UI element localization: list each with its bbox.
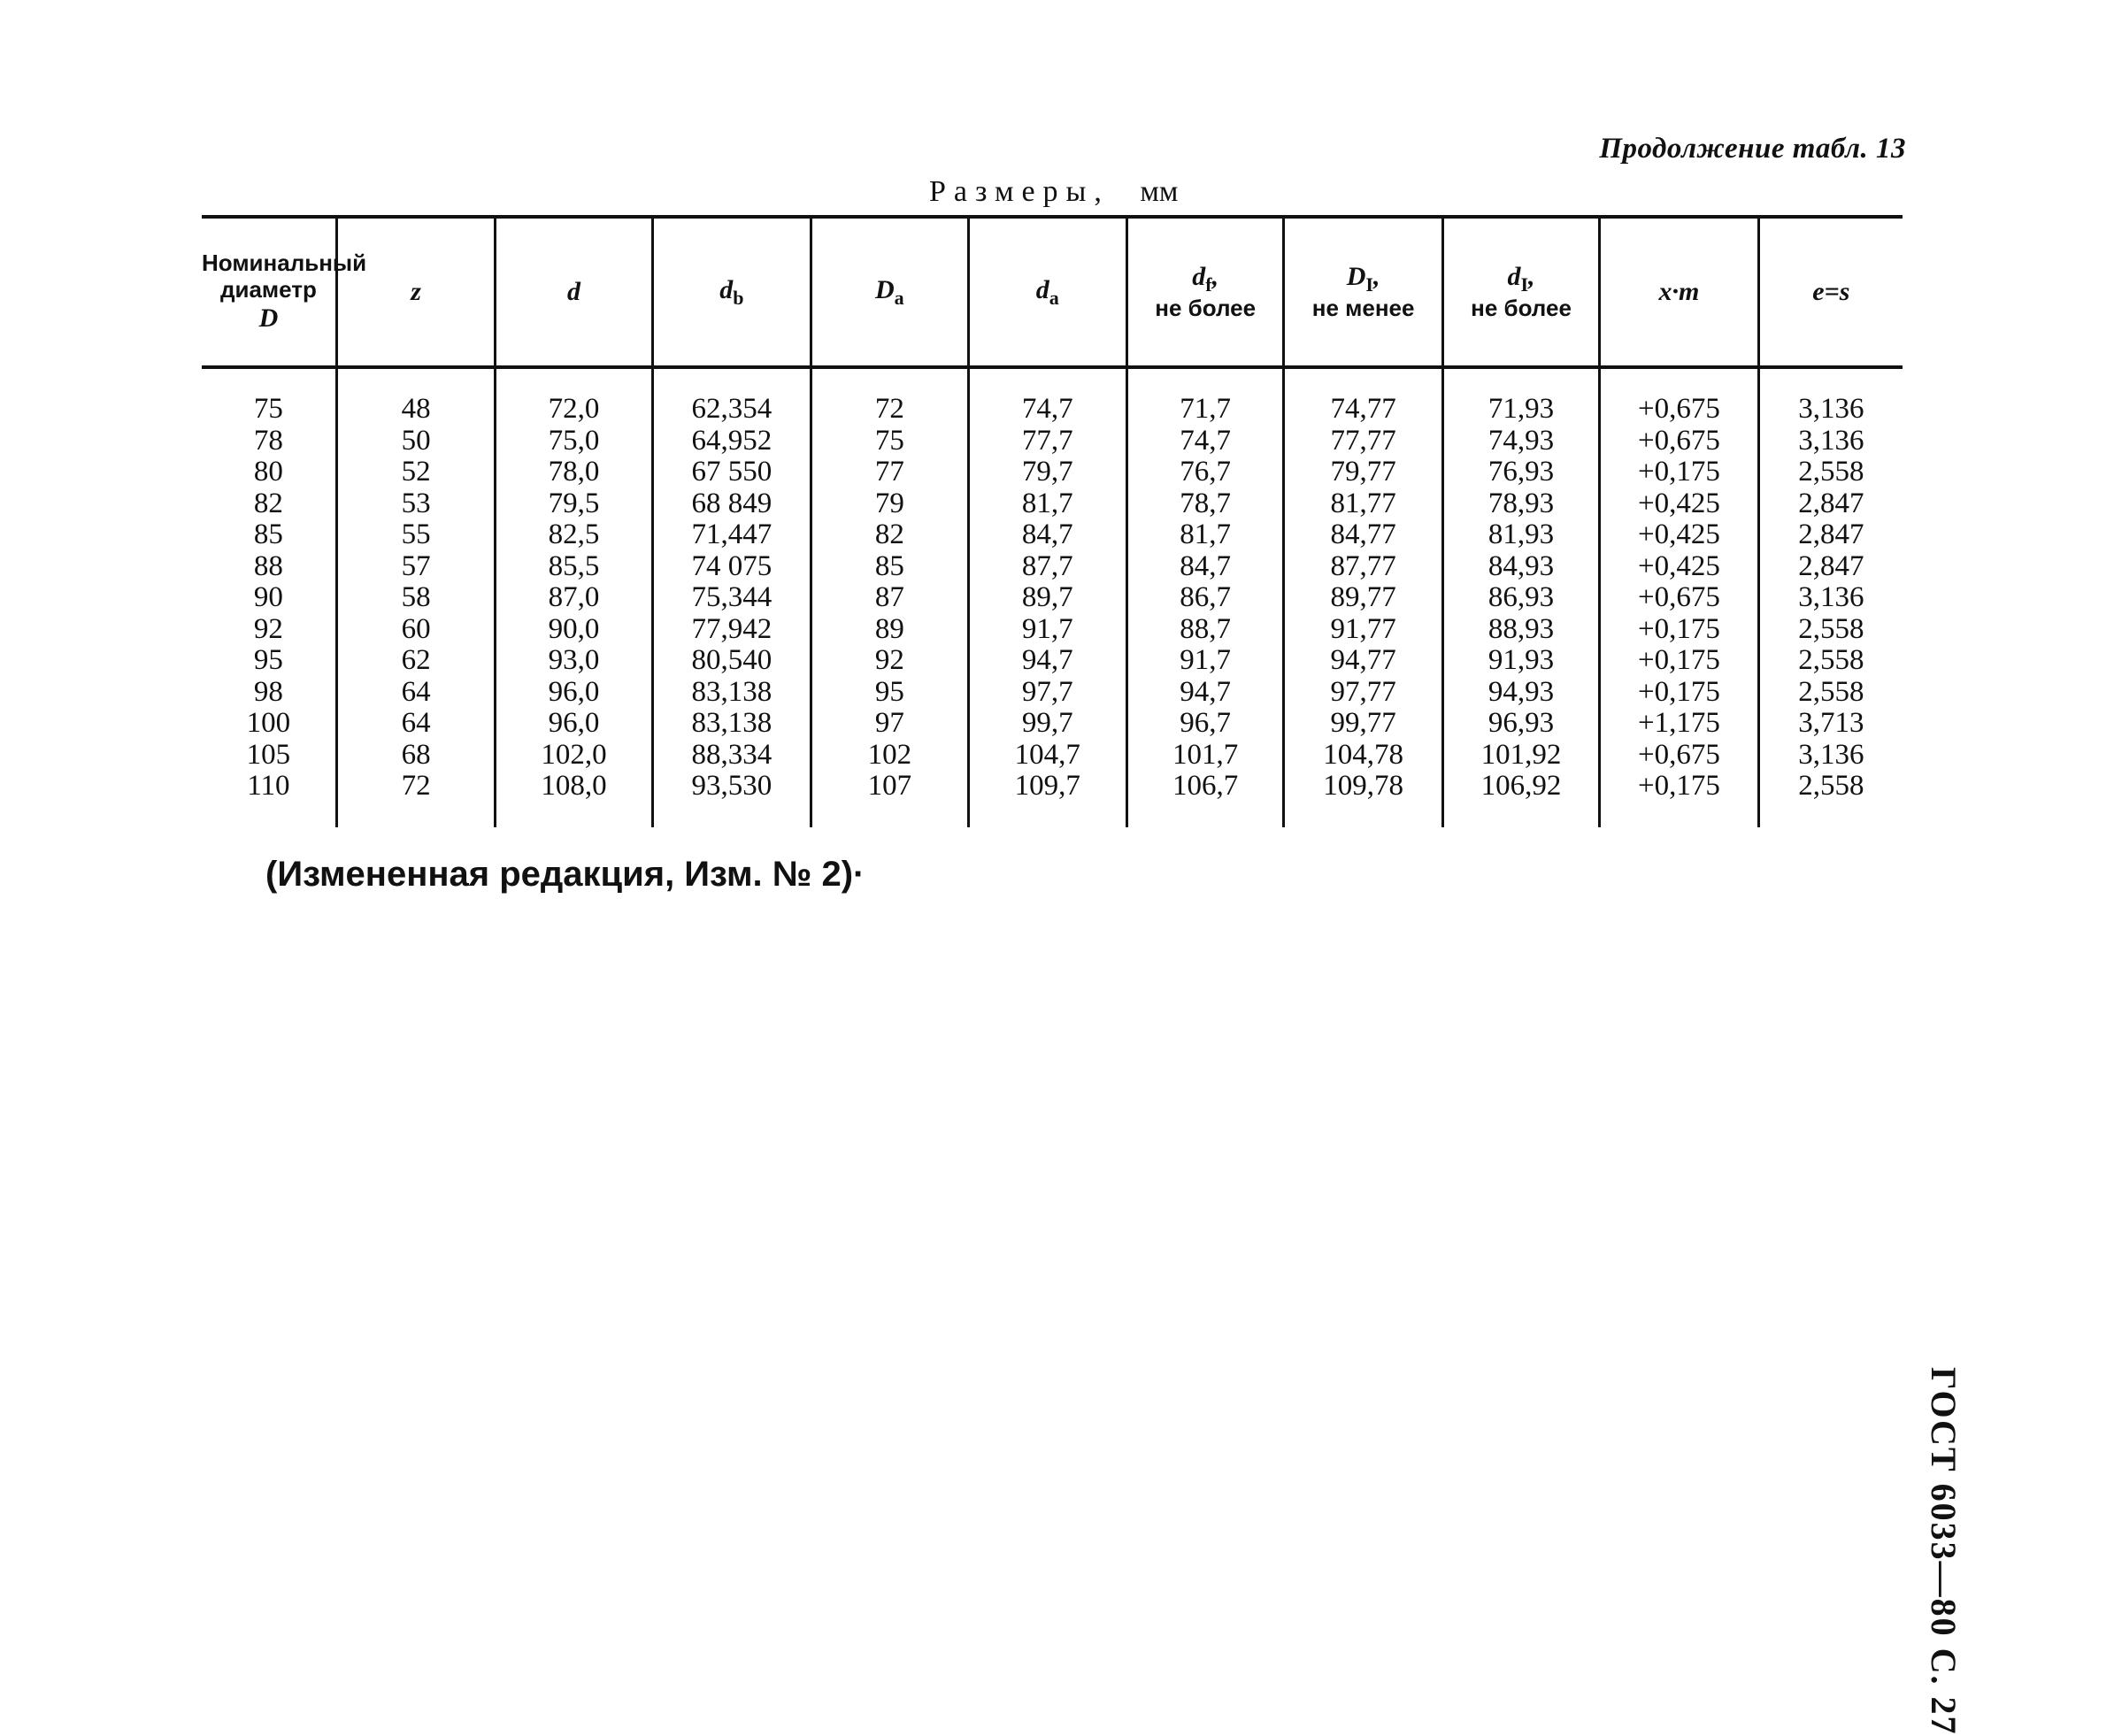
table-cell: 76,7 [1180,456,1232,488]
table-cell: +0,175 [1638,644,1720,676]
table-cell: 52 [401,456,431,488]
table-cell: 88,334 [691,738,773,771]
table-cell: 101,7 [1172,738,1239,771]
table-cell: 94,7 [1021,644,1073,676]
table-cell: 79 [874,487,904,519]
header-line: Номинальный [202,249,367,276]
table-cell: 94,7 [1180,675,1232,708]
table-cell: 81,7 [1180,518,1232,550]
table-cell: 102 [867,738,912,771]
column-d [496,367,652,827]
table-cell: 97,77 [1330,675,1396,708]
table-cell: 72 [401,770,431,802]
table-cell: 96,93 [1487,707,1555,739]
table-cell: 108,0 [541,770,607,802]
table-body-row [202,367,1903,827]
table-cell: 109,7 [1014,770,1080,802]
table-cell: 74,7 [1021,393,1073,425]
table-cell: 2,847 [1798,549,1864,582]
table-cell: 83,138 [691,707,773,739]
table-cell: 105 [246,738,291,771]
table-cell: 94,77 [1330,644,1396,676]
header-z [336,217,495,367]
table-cell: 77 [874,456,904,488]
table-cell: 3,136 [1798,738,1864,771]
table-cell: 77,77 [1330,424,1396,457]
header-Da [811,217,968,367]
table-cell: 78,0 [548,456,600,488]
table-cell: 71,7 [1180,393,1232,425]
table-cell: 74,7 [1180,424,1232,457]
table-cell: 85 [253,518,283,550]
table-cell: 75 [874,424,904,457]
table-cell: 2,558 [1798,770,1864,802]
column-db [652,367,811,827]
table-cell: 64,952 [691,424,773,457]
table-cell: 86,7 [1180,581,1232,613]
table-continuation-caption: Продолжение табл. 13 [1599,133,1906,165]
table-cell: 109,78 [1323,770,1403,802]
table-cell: 82 [874,518,904,550]
table-cell: 106,92 [1480,770,1562,802]
table-cell: 62,354 [691,393,773,425]
column-Da [811,367,968,827]
table-cell: 50 [401,424,431,457]
header-line: не менее [1311,295,1415,322]
table-cell: 68 849 [691,487,773,519]
table-cell: 89,7 [1021,581,1073,613]
table-cell: 93,530 [691,770,773,802]
table-cell: +0,175 [1638,770,1720,802]
table-cell: 3,136 [1798,424,1864,457]
table-cell: 81,77 [1330,487,1396,519]
table-cell: 60 [401,612,431,645]
table-cell: 98 [253,675,283,708]
column-z [336,367,495,827]
table-cell: 79,5 [548,487,600,519]
table-cell: 89 [874,612,904,645]
dimensions-table-wrapper [202,215,1903,827]
table-cell: 87,0 [548,581,600,613]
header-DI [1284,217,1442,367]
header-symbol: $D_a$ [874,274,904,309]
column-es [1758,367,1903,827]
header-line: не более [1155,295,1257,322]
header-df [1126,217,1283,367]
header-symbol: $d_I$, [1507,261,1535,296]
table-cell: 90 [253,581,283,613]
table-cell: 92 [874,644,904,676]
table-cell: 71,447 [691,518,773,550]
table-cell: 2,558 [1798,675,1864,708]
table-cell: 58 [401,581,431,613]
units-label: Размеры, [929,175,1110,208]
table-cell: 84,7 [1021,518,1073,550]
units-unit: мм [1140,175,1179,208]
table-cell: 55 [401,518,431,550]
table-cell: 3,713 [1798,707,1864,739]
table-cell: 64 [401,707,431,739]
table-cell: 106,7 [1172,770,1239,802]
header-line: не более [1471,295,1572,322]
table-cell: 3,136 [1798,393,1864,425]
table-cell: 2,847 [1798,518,1864,550]
amendment-note: (Измененная редакция, Изм. № 2)· [265,855,865,894]
header-nominal-diameter [202,217,367,367]
table-cell: 104,78 [1323,738,1403,771]
column-DI [1284,367,1442,827]
table-cell: 62 [401,644,431,676]
table-cell: 82 [253,487,283,519]
table-cell: 74,77 [1330,393,1396,425]
table-cell: 64 [401,675,431,708]
table-cell: 96,7 [1180,707,1232,739]
table-cell: 88,93 [1487,612,1555,645]
table-cell: +0,675 [1638,738,1720,771]
table-cell: 71,93 [1487,393,1555,425]
header-symbol: $D_I$, [1346,261,1380,296]
table-cell: 67 550 [691,456,773,488]
table-cell: +0,675 [1638,424,1720,457]
table-cell: 57 [401,549,431,582]
header-symbol: d [566,276,580,306]
header-da [968,217,1126,367]
table-cell: 107 [867,770,912,802]
table-cell: 3,136 [1798,581,1864,613]
units-caption [929,175,1178,209]
table-cell: 87 [874,581,904,613]
table-cell: 110 [247,770,290,802]
header-symbol: $d_f$, [1192,261,1219,296]
table-cell: +0,425 [1638,549,1720,582]
table-cell: 2,847 [1798,487,1864,519]
table-cell: 84,93 [1487,549,1555,582]
table-cell: 80 [253,456,283,488]
table-cell: 97,7 [1021,675,1073,708]
header-d [496,217,652,367]
table-cell: 104,7 [1014,738,1080,771]
table-cell: 95 [874,675,904,708]
table-cell: 78 [253,424,283,457]
table-cell: 85 [874,549,904,582]
header-dI [1442,217,1599,367]
table-cell: +0,175 [1638,612,1720,645]
table-cell: 88 [253,549,283,582]
table-cell: 75 [253,393,283,425]
table-cell: 2,558 [1798,644,1864,676]
table-cell: 82,5 [548,518,600,550]
table-cell: 2,558 [1798,612,1864,645]
table-cell: 93,0 [548,644,600,676]
table-cell: +0,675 [1638,581,1720,613]
table-cell: 76,93 [1487,456,1555,488]
header-symbol: x·m [1658,276,1700,306]
table-cell: 96,0 [548,675,600,708]
column-dI [1442,367,1599,827]
table-cell: 79,77 [1330,456,1396,488]
table-cell: +0,675 [1638,393,1720,425]
table-cell: 99,7 [1021,707,1073,739]
table-cell: 85,5 [548,549,600,582]
table-cell: 88,7 [1180,612,1232,645]
table-cell: 86,93 [1487,581,1555,613]
column-xm [1600,367,1758,827]
table-cell: 83,138 [691,675,773,708]
table-cell: 99,77 [1330,707,1396,739]
header-xm [1600,217,1758,367]
table-cell: +0,425 [1638,518,1720,550]
table-cell: 48 [401,393,431,425]
header-symbol: D [258,303,279,333]
table-cell: 97 [874,707,904,739]
header-es [1758,217,1903,367]
table-cell: +0,175 [1638,675,1720,708]
table-cell: 84,7 [1180,549,1232,582]
table-cell: +1,175 [1638,707,1720,739]
table-cell: 81,7 [1021,487,1073,519]
table-cell: 90,0 [548,612,600,645]
table-cell: 79,7 [1021,456,1073,488]
header-symbol: $d_b$ [719,274,744,309]
dimensions-table [202,215,1903,827]
table-cell: 91,7 [1180,644,1232,676]
table-cell: 74 075 [691,549,773,582]
header-symbol: $d_a$ [1035,274,1059,309]
header-db [652,217,811,367]
table-cell: 91,77 [1330,612,1396,645]
column-da [968,367,1126,827]
table-cell: 92 [253,612,283,645]
table-cell: 102,0 [541,738,607,771]
table-cell: 87,77 [1330,549,1396,582]
standard-page-label: ГОСТ 6033—80 С. 27 [1924,1367,1964,1736]
column-D [202,367,336,827]
table-cell: 77,942 [691,612,773,645]
table-cell: 72,0 [548,393,600,425]
header-line: диаметр [219,275,317,303]
table-cell: 87,7 [1021,549,1073,582]
table-cell: 80,540 [691,644,773,676]
table-cell: 84,77 [1330,518,1396,550]
table-cell: 78,93 [1487,487,1555,519]
column-df [1126,367,1283,827]
table-cell: 74,93 [1487,424,1555,457]
table-cell: 75,0 [548,424,600,457]
table-cell: +0,175 [1638,456,1720,488]
table-cell: 78,7 [1180,487,1232,519]
table-cell: 96,0 [548,707,600,739]
header-symbol: z [411,276,421,306]
table-cell: 91,93 [1487,644,1555,676]
table-cell: 94,93 [1487,675,1555,708]
table-cell: 101,92 [1480,738,1562,771]
table-cell: 95 [253,644,283,676]
table-cell: 77,7 [1021,424,1073,457]
table-cell: 75,344 [691,581,773,613]
table-cell: 91,7 [1021,612,1073,645]
table-header-row [202,217,1903,367]
table-cell: 72 [874,393,904,425]
header-symbol: e=s [1812,276,1850,306]
table-cell: 53 [401,487,431,519]
table-cell: 68 [401,738,431,771]
table-cell: 100 [246,707,291,739]
table-cell: 89,77 [1330,581,1396,613]
table-cell: 2,558 [1798,456,1864,488]
table-cell: +0,425 [1638,487,1720,519]
table-cell: 81,93 [1487,518,1555,550]
